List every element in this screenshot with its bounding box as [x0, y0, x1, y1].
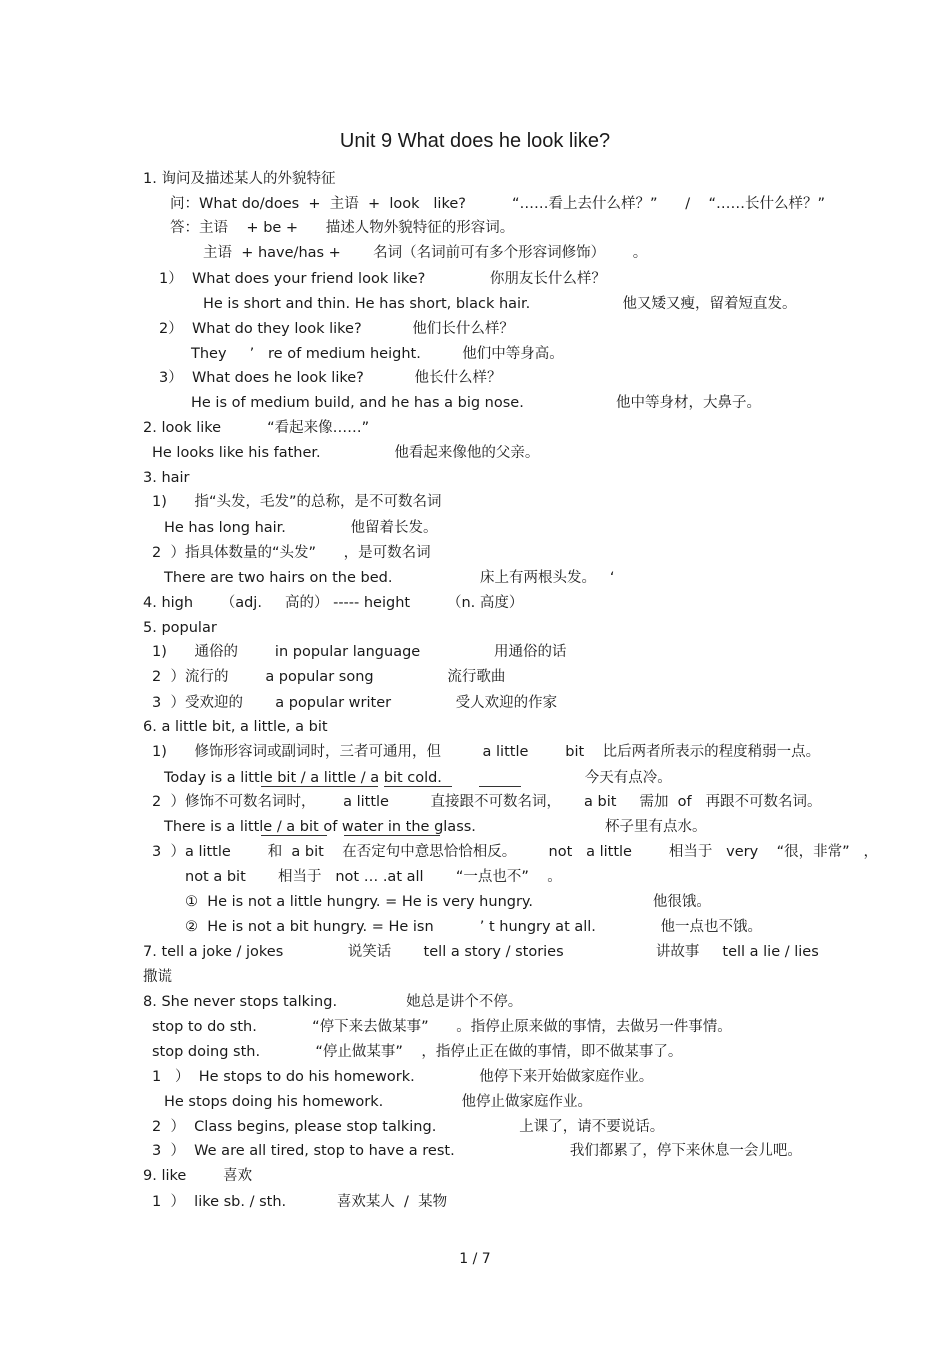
text-line: He is of medium build, and he has a big nose. 他中等身材，大鼻子。 — [191, 395, 762, 411]
page-number: 1 / 7 — [459, 1251, 491, 1267]
text-line: There is a little / a bit of water in the glass. 杯子里有点水。 — [164, 819, 707, 835]
text-line: not a bit 相当于 not … .at all “一点也不” 。 — [185, 869, 562, 885]
text-line: 2. look like “看起来像……” — [143, 420, 370, 436]
text-line: 1) 通俗的 in popular language 用通俗的话 — [152, 644, 567, 660]
text-line: 4. high （adj. 高的） ----- height （n. 高度） — [143, 595, 524, 611]
underline — [384, 786, 452, 787]
text-line: 3 ）受欢迎的 a popular writer 受人欢迎的作家 — [152, 695, 558, 711]
text-line: 2 ）修饰不可数名词时， a little 直接跟不可数名词， a bit 需加 of 再跟不可数名词。 — [152, 794, 822, 810]
text-line: 3） What does he look like? 他长什么样？ — [159, 370, 502, 386]
text-line: 9. like 喜欢 — [143, 1168, 253, 1184]
text-line: 2） What do they look like? 他们长什么样？ — [159, 321, 514, 337]
text-line: 1 ） like sb. / sth. 喜欢某人 / 某物 — [152, 1194, 448, 1210]
page-title: Unit 9 What does he look like? — [339, 130, 611, 152]
text-line: 撒谎 — [143, 969, 172, 985]
text-line: 3 ） We are all tired, stop to have a rest. 我们都累了，停下来休息一会儿吧。 — [152, 1143, 802, 1159]
text-line: He is short and thin. He has short, black hair. 他又矮又瘦，留着短直发。 — [203, 296, 797, 312]
text-line: 1 ） He stops to do his homework. 他停下来开始做家庭作业。 — [152, 1069, 654, 1085]
text-line: They ’ re of medium height. 他们中等身高。 — [191, 346, 564, 362]
text-line: 6. a little bit, a little, a bit — [143, 719, 328, 735]
text-line: 主语 + have/has + 名词（名词前可有多个形容词修饰） 。 — [203, 245, 648, 261]
text-line: 3. hair — [143, 470, 190, 486]
text-line: 答：主语 + be + 描述人物外貌特征的形容词。 — [170, 220, 515, 236]
underline — [479, 786, 521, 787]
text-line: ① He is not a little hungry. = He is very hungry. 他很饿。 — [185, 894, 711, 910]
underline — [261, 835, 327, 836]
text-line: 1） What does your friend look like? 你朋友长什么样？ — [159, 271, 606, 287]
underline — [344, 835, 440, 836]
text-line: 8. She never stops talking. 她总是讲个不停。 — [143, 994, 523, 1010]
text-line: He has long hair. 他留着长发。 — [164, 520, 438, 536]
text-line: stop to do sth. “停下来去做某事” 。指停止原来做的事情，去做另一件事情。 — [152, 1019, 732, 1035]
text-line: 1. 询问及描述某人的外貌特征 — [143, 171, 336, 187]
text-line: 1) 修饰形容词或副词时，三者可通用，但 a little bit 比后两者所表示的程度稍弱一点。 — [152, 744, 821, 760]
text-line: 2 ）流行的 a popular song 流行歌曲 — [152, 669, 506, 685]
text-line: There are two hairs on the bed. 床上有两根头发。 ‘ — [164, 570, 615, 586]
text-line: 问：What do/does + 主语 + look like? “……看上去什么样？” / “……长什么样？” — [170, 196, 826, 212]
underline — [261, 786, 378, 787]
text-line: He stops doing his homework. 他停止做家庭作业。 — [164, 1094, 593, 1110]
text-line: 5. popular — [143, 620, 217, 636]
text-line: stop doing sth. “停止做某事” ，指停止正在做的事情，即不做某事了。 — [152, 1044, 683, 1060]
text-line: 7. tell a joke / jokes 说笑话 tell a story / stories 讲故事 tell a lie / lies — [143, 944, 819, 960]
text-line: 3 ）a little 和 a bit 在否定句中意思恰恰相反。 not a little 相当于 very “很，非常” ， — [152, 844, 878, 860]
text-line: 2 ） Class begins, please stop talking. 上课了，请不要说话。 — [152, 1119, 665, 1135]
text-line: Today is a little bit / a little / a bit cold. 今天有点冷。 — [164, 770, 672, 786]
text-line: 1) 指“头发，毛发”的总称，是不可数名词 — [152, 494, 442, 510]
text-line: He looks like his father. 他看起来像他的父亲。 — [152, 445, 540, 461]
text-line: 2 ）指具体数量的“头发” ，是可数名词 — [152, 545, 431, 561]
text-line: ② He is not a bit hungry. = He isn ’ t hungry at all. 他一点也不饿。 — [185, 919, 762, 935]
